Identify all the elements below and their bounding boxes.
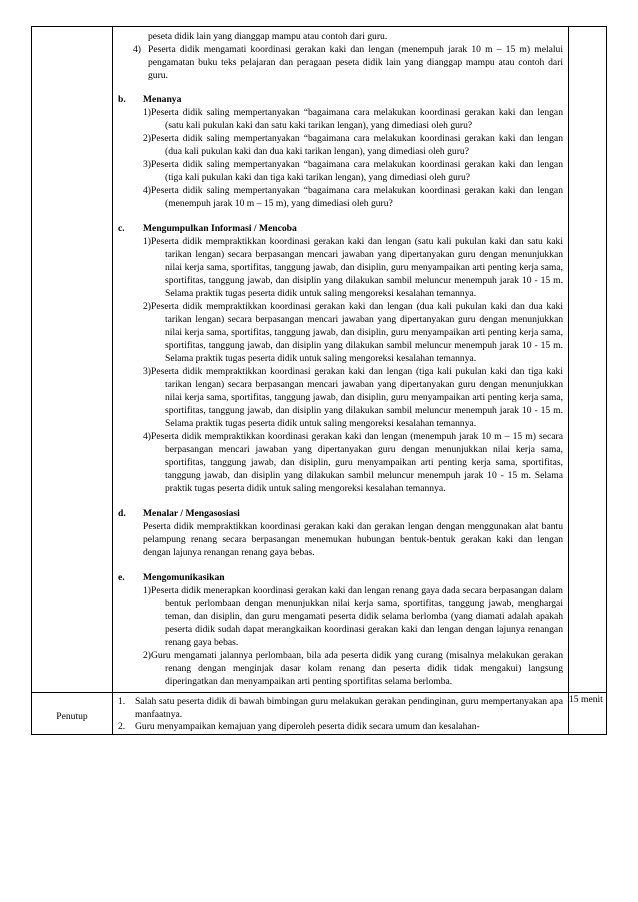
- list-item: [143, 184, 563, 210]
- list-number: 2): [143, 133, 151, 144]
- list-item: [118, 696, 563, 721]
- list-text: Peserta didik saling mempertanyakan “bagaimana cara melakukan koordinasi gerakan kaki dan lengan (menempuh jarak 10 m – 15 m), yang dimediasi oleh guru?: [151, 185, 563, 209]
- list-text: Peserta didik saling mempertanyakan “bagaimana cara melakukan koordinasi gerakan kaki dan lengan (tiga kali pukulan kaki dan tiga kaki tarikan lengan), yang dimediasi oleh guru?: [151, 159, 563, 183]
- section-title: Menanya: [143, 94, 182, 105]
- list-number: 2.: [118, 721, 126, 732]
- list-number: 1): [143, 236, 151, 247]
- list-item: [143, 584, 563, 649]
- section-letter: d.: [118, 508, 126, 519]
- section-mengomunikasikan: [118, 571, 563, 688]
- table-row-penutup: [32, 693, 607, 735]
- activity-cell: [113, 27, 569, 693]
- list-item: [118, 43, 563, 82]
- list-text: Salah satu peserta didik di bawah bimbingan guru melakukan gerakan pendinginan, guru mempertanyakan apa manfaatnya.: [135, 696, 563, 720]
- list-number: 3): [143, 366, 151, 377]
- lesson-plan-table: [31, 26, 607, 735]
- stage-cell: [32, 693, 113, 735]
- continued-line: peseta didik lain yang dianggap mampu atau contoh dari guru.: [148, 31, 388, 42]
- list-text: Peserta didik saling mempertanyakan “bagaimana cara melakukan koordinasi gerakan kaki dan lengan (dua kali pukulan kaki dan dua kaki tarikan lengan), yang dimediasi oleh guru?: [151, 133, 563, 157]
- list-number: 4): [143, 431, 151, 442]
- list-number: 2): [143, 301, 151, 312]
- time-value: 15 menit: [569, 694, 603, 705]
- section-letter: b.: [118, 94, 126, 105]
- list-number: 4): [133, 44, 141, 55]
- section-mengumpulkan-informasi: [118, 222, 563, 495]
- section-title: Mengumpulkan Informasi / Mencoba: [143, 223, 297, 234]
- list-text: Peserta didik mempraktikkan koordinasi gerakan kaki dan lengan (menempuh jarak 10 m – 15 m) secara berpasangan mencari jawaban yang dipertanyakan guru dengan menunjukkan nilai kerja sama, sportifitas, tanggung jawab, dan disiplin, guru menyampaikan arti penting kerja sama, sportifitas, tanggung jawab, dan disiplin yang dilakukan sambil meluncur menempuh jarak 10 - 15 m. Selama praktik tugas peserta didik untuk saling mengoreksi kesalahan temannya.: [151, 431, 563, 494]
- list-item: [143, 300, 563, 365]
- section-letter: e.: [118, 572, 125, 583]
- section-menalar: [118, 507, 563, 559]
- list-number: 1): [143, 585, 151, 596]
- list-item: [143, 158, 563, 184]
- list-text: Peserta didik mempraktikkan koordinasi gerakan kaki dan lengan (satu kali pukulan kaki dan satu kaki tarikan lengan) secara berpasangan mencari jawaban yang dipertanyakan guru dengan menunjukkan nilai kerja sama, sportifitas, tanggung jawab, dan disiplin, guru menyampaikan arti penting kerja sama, sportifitas, tanggung jawab, dan disiplin yang dilakukan sambil meluncur menempuh jarak 10 - 15 m. Selama praktik tugas peserta didik untuk saling mengoreksi kesalahan temannya.: [151, 236, 563, 299]
- time-cell: [569, 27, 607, 693]
- section-paragraph: Peserta didik mempraktikkan koordinasi gerakan kaki dan gerakan lengan dengan menggunakan alat bantu pelampung renang secara berpasangan menemukan hubungan bentuk-bentuk gerakan kaki dan lengan dengan lajunya renangan renang gaya bebas.: [143, 521, 563, 558]
- section-title: Mengomunikasikan: [143, 572, 225, 583]
- stage-cell: [32, 27, 113, 693]
- list-item: [143, 132, 563, 158]
- time-cell: [569, 693, 607, 735]
- section-letter: c.: [118, 223, 125, 234]
- section-menanya: [118, 93, 563, 210]
- section-title: Menalar / Mengasosiasi: [143, 508, 240, 519]
- list-item: [143, 430, 563, 495]
- activity-cell: [113, 693, 569, 735]
- list-item: [118, 721, 563, 734]
- list-text: Peserta didik saling mempertanyakan “bagaimana cara melakukan koordinasi gerakan kaki dan lengan (satu kali pukulan kaki dan satu kaki tarikan lengan), yang dimediasi oleh guru?: [151, 107, 563, 131]
- list-item: [143, 365, 563, 430]
- table-row: [32, 27, 607, 693]
- list-text: Peserta didik menerapkan koordinasi gerakan kaki dan lengan renang gaya dada secara berpasangan dalam bentuk perlombaan dengan menunjukkan nilai kerja sama, sportifitas, tanggung jawab, menghargai teman, dan disiplin, dan guru mengamati peserta didik selama berlomba (yang diamati adalah apakah peserta didik sudah dapat merangkaikan koordinasi gerakan kaki dan lengan dengan lajunya renangan renang gaya bebas.: [151, 585, 563, 648]
- list-item: [143, 235, 563, 300]
- list-item: [143, 106, 563, 132]
- list-number: 3): [143, 159, 151, 170]
- list-number: 2): [143, 650, 151, 661]
- list-text: Peserta didik mempraktikkan koordinasi gerakan kaki dan lengan (dua kali pukulan kaki dan dua kaki tarikan lengan) secara berpasangan mencari jawaban yang dipertanyakan guru dengan menunjukkan nilai kerja sama, sportifitas, tanggung jawab, dan disiplin, guru menyampaikan arti penting kerja sama, sportifitas, tanggung jawab, dan disiplin yang dilakukan sambil meluncur menempuh jarak 10 - 15 m. Selama praktik tugas peserta didik untuk saling mengoreksi kesalahan temannya.: [151, 301, 563, 364]
- list-number: 1.: [118, 696, 126, 707]
- list-text: Guru menyampaikan kemajuan yang diperoleh peserta didik secara umum dan kesalahan-: [135, 721, 480, 732]
- stage-label: Penutup: [56, 711, 88, 722]
- list-number: 1): [143, 107, 151, 118]
- list-item: [143, 649, 563, 688]
- list-number: 4): [143, 185, 151, 196]
- list-text: Guru mengamati jalannya perlombaan, bila ada peserta didik yang curang (misalnya melakukan gerakan renang dengan menginjak dasar kolam renang dan peserta didik tidak mengakui) langsung diperingatkan dan menyampaikan arti penting sportifitas selama berlomba.: [151, 650, 563, 687]
- list-text: Peserta didik mempraktikkan koordinasi gerakan kaki dan lengan (tiga kali pukulan kaki dan tiga kaki tarikan lengan) secara berpasangan mencari jawaban yang dipertanyakan guru dengan menunjukkan nilai kerja sama, sportifitas, tanggung jawab, dan disiplin, guru menyampaikan arti penting kerja sama, sportifitas, tanggung jawab, dan disiplin yang dilakukan sambil meluncur menempuh jarak 10 - 15 m. Selama praktik tugas peserta didik untuk saling mengoreksi kesalahan temannya.: [151, 366, 563, 429]
- list-text: Peserta didik mengamati koordinasi gerakan kaki dan lengan (menempuh jarak 10 m – 15 m) melalui pengamatan buku teks pelajaran dan peragaan peseta didik lain yang dianggap mampu atau contoh dari guru.: [148, 44, 563, 81]
